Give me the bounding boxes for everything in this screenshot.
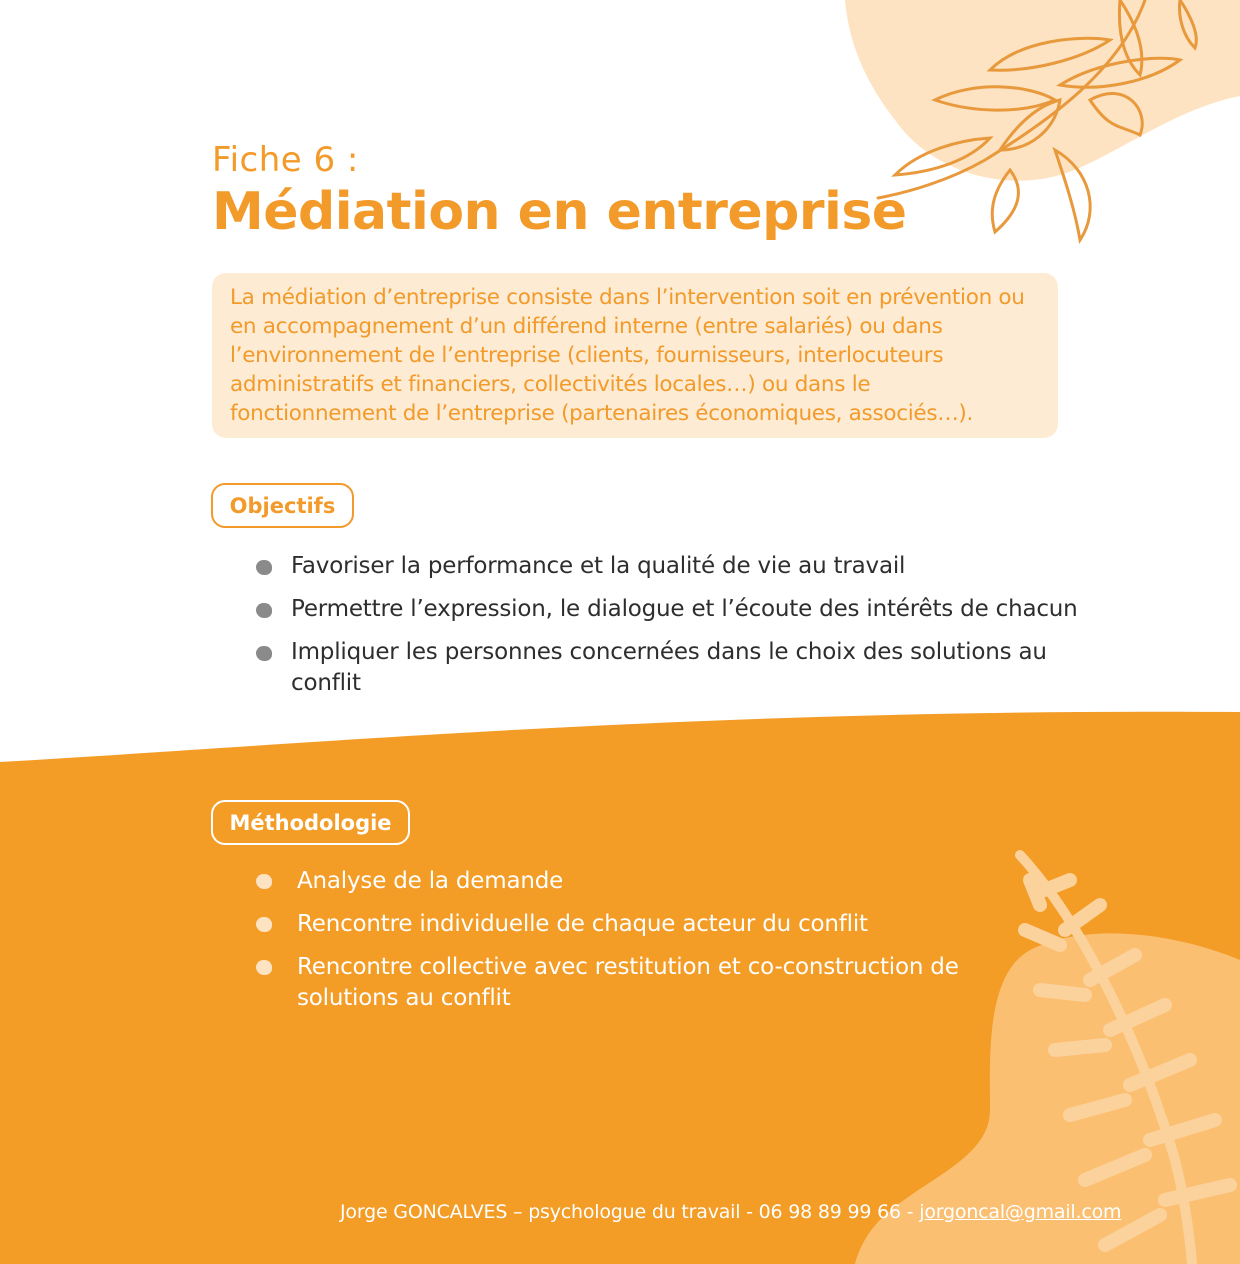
bullet-icon	[256, 960, 272, 975]
objectifs-list	[254, 551, 1134, 711]
list-item	[254, 952, 987, 1014]
email-link[interactable]: jorgoncal@gmail.com	[919, 1201, 1122, 1223]
methodologie-text: Rencontre collective avec restitution et co-construction de solutions au conflit	[297, 954, 959, 1011]
intro-box	[212, 273, 1058, 438]
objectifs-label: Objectifs	[211, 483, 354, 528]
footer-contact	[340, 1201, 1180, 1223]
bullet-icon	[256, 917, 272, 932]
objectif-text: Impliquer les personnes concernées dans le choix des solutions au conflit	[291, 639, 1047, 696]
methodologie-label: Méthodologie	[211, 800, 410, 845]
list-item	[254, 594, 1134, 625]
page-title: Médiation en entreprise	[212, 182, 907, 242]
objectif-text: Permettre l’expression, le dialogue et l’écoute des intérêts de chacun	[291, 596, 1078, 622]
bullet-icon	[256, 560, 272, 575]
list-item	[254, 637, 1071, 699]
objectif-text: Favoriser la performance et la qualité de vie au travail	[291, 553, 906, 579]
methodologie-text: Analyse de la demande	[297, 868, 564, 894]
list-item	[254, 909, 974, 940]
list-item	[254, 866, 974, 897]
methodologie-list	[254, 866, 974, 1026]
list-item	[254, 551, 1134, 582]
intro-text: La médiation d’entreprise consiste dans l’intervention soit en prévention ou en accompagnement d’un différend interne (entre salariés) ou dans l’environnement de l’entreprise (clients, fournisseurs, interlocuteurs administratifs et financiers, collectivités locales…) ou dans le fonctionnement de l’entreprise (partenaires économiques, associés…).	[230, 285, 1025, 426]
methodologie-text: Rencontre individuelle de chaque acteur du conflit	[297, 911, 868, 937]
fiche-number: Fiche 6 :	[212, 140, 359, 180]
bullet-icon	[256, 646, 272, 661]
contact-text: Jorge GONCALVES – psychologue du travail - 06 98 89 99 66 -	[340, 1201, 920, 1223]
bullet-icon	[256, 874, 272, 889]
bullet-icon	[256, 603, 272, 618]
